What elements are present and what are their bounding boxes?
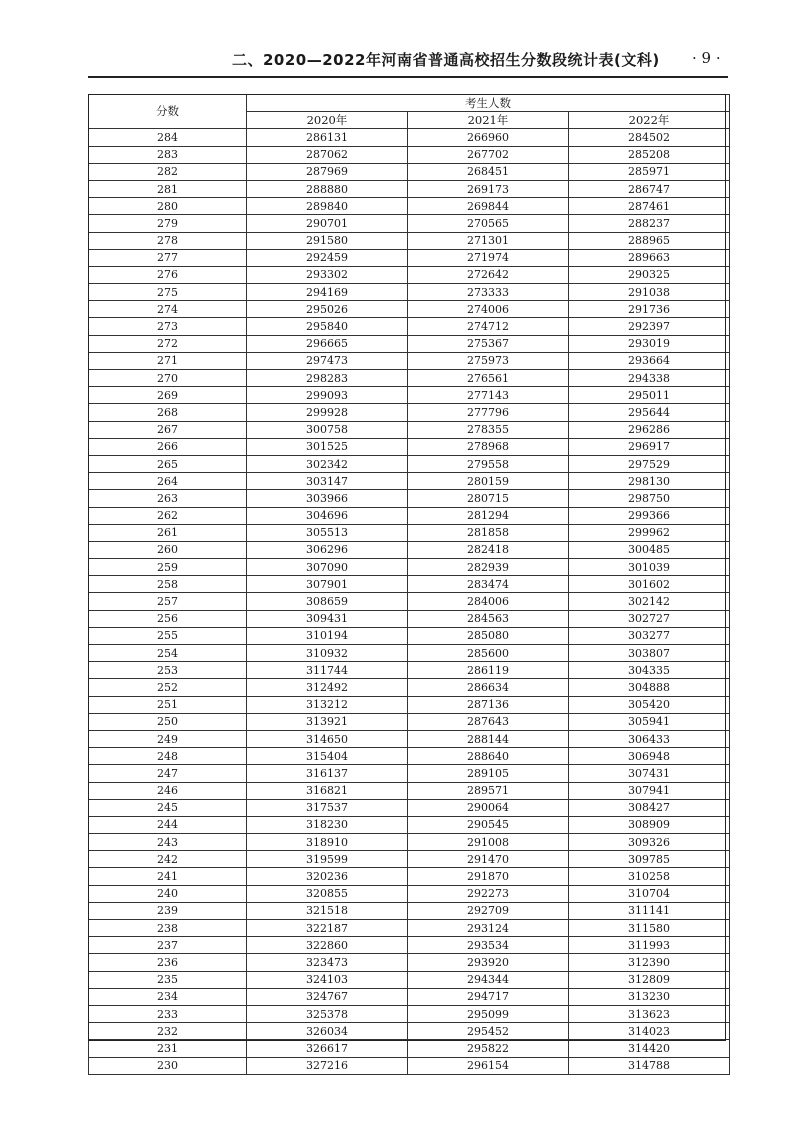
count-2021-cell: 293920 <box>408 954 569 971</box>
count-2022-cell: 293664 <box>569 352 730 369</box>
table-row <box>89 232 730 249</box>
score-cell: 239 <box>89 902 247 919</box>
table-row <box>89 404 730 421</box>
year-header-2020: 2020年 <box>247 112 408 129</box>
score-cell: 249 <box>89 730 247 747</box>
count-2020-cell: 293302 <box>247 266 408 283</box>
count-2022-cell: 305420 <box>569 696 730 713</box>
count-2022-cell: 304335 <box>569 662 730 679</box>
count-2021-cell: 272642 <box>408 266 569 283</box>
score-cell: 276 <box>89 266 247 283</box>
count-2022-cell: 303807 <box>569 645 730 662</box>
score-cell: 281 <box>89 180 247 197</box>
count-2021-cell: 277796 <box>408 404 569 421</box>
table-row <box>89 318 730 335</box>
score-cell: 266 <box>89 438 247 455</box>
count-2020-cell: 320855 <box>247 885 408 902</box>
score-cell: 284 <box>89 129 247 146</box>
count-2021-cell: 290545 <box>408 816 569 833</box>
score-cell: 279 <box>89 215 247 232</box>
score-cell: 233 <box>89 1005 247 1022</box>
table-row <box>89 559 730 576</box>
count-2022-cell: 309326 <box>569 834 730 851</box>
count-2020-cell: 316821 <box>247 782 408 799</box>
table-row <box>89 129 730 146</box>
score-cell: 245 <box>89 799 247 816</box>
score-cell: 272 <box>89 335 247 352</box>
count-2021-cell: 266960 <box>408 129 569 146</box>
table-row <box>89 816 730 833</box>
count-2021-cell: 280159 <box>408 473 569 490</box>
count-2020-cell: 286131 <box>247 129 408 146</box>
score-cell: 243 <box>89 834 247 851</box>
count-2021-cell: 277143 <box>408 387 569 404</box>
count-2021-cell: 291870 <box>408 868 569 885</box>
score-cell: 253 <box>89 662 247 679</box>
score-cell: 235 <box>89 971 247 988</box>
count-2020-cell: 321518 <box>247 902 408 919</box>
count-2020-cell: 319599 <box>247 851 408 868</box>
count-2020-cell: 300758 <box>247 421 408 438</box>
count-2022-cell: 314788 <box>569 1057 730 1074</box>
count-2022-cell: 311993 <box>569 937 730 954</box>
count-2021-cell: 284006 <box>408 593 569 610</box>
score-cell: 258 <box>89 576 247 593</box>
count-2022-cell: 297529 <box>569 455 730 472</box>
table-row <box>89 593 730 610</box>
count-2022-cell: 308427 <box>569 799 730 816</box>
score-cell: 256 <box>89 610 247 627</box>
count-2022-cell: 298750 <box>569 490 730 507</box>
count-2022-cell: 296286 <box>569 421 730 438</box>
table-row <box>89 885 730 902</box>
count-2020-cell: 313921 <box>247 713 408 730</box>
count-2020-cell: 324103 <box>247 971 408 988</box>
table-row <box>89 266 730 283</box>
table-row <box>89 455 730 472</box>
table-row <box>89 1040 730 1057</box>
count-2021-cell: 283474 <box>408 576 569 593</box>
score-cell: 260 <box>89 541 247 558</box>
table-row <box>89 541 730 558</box>
count-2020-cell: 290701 <box>247 215 408 232</box>
count-2020-cell: 294169 <box>247 284 408 301</box>
table-body <box>89 129 730 1074</box>
count-2021-cell: 285600 <box>408 645 569 662</box>
count-2022-cell: 307941 <box>569 782 730 799</box>
count-2021-cell: 284563 <box>408 610 569 627</box>
table-row <box>89 146 730 163</box>
score-cell: 261 <box>89 524 247 541</box>
count-2020-cell: 320236 <box>247 868 408 885</box>
count-2021-cell: 289105 <box>408 765 569 782</box>
count-2022-cell: 306433 <box>569 730 730 747</box>
page-title: 二、2020—2022年河南省普通高校招生分数段统计表(文科) <box>232 51 660 69</box>
count-2022-cell: 306948 <box>569 748 730 765</box>
score-cell: 262 <box>89 507 247 524</box>
count-2021-cell: 273333 <box>408 284 569 301</box>
count-2021-cell: 276561 <box>408 370 569 387</box>
score-cell: 247 <box>89 765 247 782</box>
year-header-2022: 2022年 <box>569 112 730 129</box>
table-row <box>89 662 730 679</box>
count-2021-cell: 294717 <box>408 988 569 1005</box>
count-2022-cell: 312390 <box>569 954 730 971</box>
count-2022-cell: 314023 <box>569 1023 730 1040</box>
score-cell: 242 <box>89 851 247 868</box>
count-2021-cell: 275973 <box>408 352 569 369</box>
count-2021-cell: 295452 <box>408 1023 569 1040</box>
count-2022-cell: 288237 <box>569 215 730 232</box>
table-row <box>89 421 730 438</box>
score-cell: 265 <box>89 455 247 472</box>
count-2020-cell: 287062 <box>247 146 408 163</box>
table-row <box>89 507 730 524</box>
count-2022-cell: 303277 <box>569 627 730 644</box>
count-2020-cell: 307901 <box>247 576 408 593</box>
count-2022-cell: 295644 <box>569 404 730 421</box>
count-2021-cell: 285080 <box>408 627 569 644</box>
table-row <box>89 971 730 988</box>
count-2022-cell: 302727 <box>569 610 730 627</box>
count-2020-cell: 317537 <box>247 799 408 816</box>
count-2022-cell: 288965 <box>569 232 730 249</box>
count-2021-cell: 288640 <box>408 748 569 765</box>
table-row <box>89 799 730 816</box>
count-2020-cell: 309431 <box>247 610 408 627</box>
count-2021-cell: 274006 <box>408 301 569 318</box>
table-row <box>89 335 730 352</box>
table-row <box>89 438 730 455</box>
table-row <box>89 352 730 369</box>
count-2022-cell: 284502 <box>569 129 730 146</box>
score-cell: 230 <box>89 1057 247 1074</box>
count-2020-cell: 312492 <box>247 679 408 696</box>
count-2020-cell: 287969 <box>247 163 408 180</box>
count-2022-cell: 294338 <box>569 370 730 387</box>
table-row <box>89 610 730 627</box>
count-2021-cell: 296154 <box>408 1057 569 1074</box>
score-cell: 269 <box>89 387 247 404</box>
table-row <box>89 834 730 851</box>
table-row <box>89 387 730 404</box>
table-row <box>89 645 730 662</box>
table-row <box>89 627 730 644</box>
score-cell: 248 <box>89 748 247 765</box>
count-2021-cell: 274712 <box>408 318 569 335</box>
count-2022-cell: 286747 <box>569 180 730 197</box>
count-2021-cell: 295822 <box>408 1040 569 1057</box>
table-row <box>89 713 730 730</box>
score-cell: 232 <box>89 1023 247 1040</box>
score-cell: 240 <box>89 885 247 902</box>
table-row <box>89 215 730 232</box>
table-row <box>89 473 730 490</box>
count-2020-cell: 303147 <box>247 473 408 490</box>
count-2021-cell: 292273 <box>408 885 569 902</box>
header-rule <box>88 76 728 78</box>
score-cell: 250 <box>89 713 247 730</box>
count-2021-cell: 293124 <box>408 920 569 937</box>
count-2020-cell: 313212 <box>247 696 408 713</box>
table-row <box>89 370 730 387</box>
score-cell: 282 <box>89 163 247 180</box>
count-2020-cell: 298283 <box>247 370 408 387</box>
score-cell: 237 <box>89 937 247 954</box>
table-row <box>89 490 730 507</box>
count-2022-cell: 314420 <box>569 1040 730 1057</box>
count-2021-cell: 293534 <box>408 937 569 954</box>
count-2020-cell: 303966 <box>247 490 408 507</box>
count-2020-cell: 325378 <box>247 1005 408 1022</box>
table-row <box>89 249 730 266</box>
count-2020-cell: 326034 <box>247 1023 408 1040</box>
count-2021-cell: 294344 <box>408 971 569 988</box>
count-2022-cell: 285971 <box>569 163 730 180</box>
count-2022-cell: 299366 <box>569 507 730 524</box>
count-2021-cell: 286119 <box>408 662 569 679</box>
count-2021-cell: 287136 <box>408 696 569 713</box>
count-2020-cell: 297473 <box>247 352 408 369</box>
count-2022-cell: 285208 <box>569 146 730 163</box>
count-2022-cell: 295011 <box>569 387 730 404</box>
count-2022-cell: 299962 <box>569 524 730 541</box>
count-2022-cell: 307431 <box>569 765 730 782</box>
table-row <box>89 988 730 1005</box>
count-2022-cell: 301602 <box>569 576 730 593</box>
count-2022-cell: 312809 <box>569 971 730 988</box>
count-2022-cell: 304888 <box>569 679 730 696</box>
count-2020-cell: 301525 <box>247 438 408 455</box>
count-2020-cell: 310194 <box>247 627 408 644</box>
count-2021-cell: 278968 <box>408 438 569 455</box>
table-row <box>89 180 730 197</box>
count-2022-cell: 313623 <box>569 1005 730 1022</box>
count-2021-cell: 281294 <box>408 507 569 524</box>
table-row <box>89 782 730 799</box>
count-2020-cell: 322187 <box>247 920 408 937</box>
table-row <box>89 1005 730 1022</box>
score-cell: 244 <box>89 816 247 833</box>
table-row <box>89 937 730 954</box>
count-2020-cell: 292459 <box>247 249 408 266</box>
count-2022-cell: 298130 <box>569 473 730 490</box>
table-row <box>89 284 730 301</box>
count-2020-cell: 327216 <box>247 1057 408 1074</box>
count-2021-cell: 281858 <box>408 524 569 541</box>
count-2022-cell: 287461 <box>569 198 730 215</box>
score-cell: 268 <box>89 404 247 421</box>
score-cell: 254 <box>89 645 247 662</box>
count-2020-cell: 295026 <box>247 301 408 318</box>
table-row <box>89 954 730 971</box>
count-2021-cell: 268451 <box>408 163 569 180</box>
count-2020-cell: 311744 <box>247 662 408 679</box>
score-cell: 251 <box>89 696 247 713</box>
score-cell: 271 <box>89 352 247 369</box>
table-row <box>89 1057 730 1074</box>
count-2022-cell: 290325 <box>569 266 730 283</box>
count-2020-cell: 322860 <box>247 937 408 954</box>
count-2022-cell: 296917 <box>569 438 730 455</box>
score-cell: 231 <box>89 1040 247 1057</box>
count-2021-cell: 292709 <box>408 902 569 919</box>
count-2021-cell: 291470 <box>408 851 569 868</box>
count-2020-cell: 305513 <box>247 524 408 541</box>
score-cell: 270 <box>89 370 247 387</box>
count-2021-cell: 291008 <box>408 834 569 851</box>
count-2021-cell: 278355 <box>408 421 569 438</box>
count-2022-cell: 302142 <box>569 593 730 610</box>
score-distribution-table <box>88 94 730 1075</box>
count-2021-cell: 269173 <box>408 180 569 197</box>
score-cell: 236 <box>89 954 247 971</box>
page-number: · 9 · <box>692 49 721 67</box>
count-2020-cell: 318230 <box>247 816 408 833</box>
count-2021-cell: 287643 <box>408 713 569 730</box>
count-2020-cell: 315404 <box>247 748 408 765</box>
score-cell: 252 <box>89 679 247 696</box>
count-2020-cell: 307090 <box>247 559 408 576</box>
count-2022-cell: 301039 <box>569 559 730 576</box>
count-2020-cell: 316137 <box>247 765 408 782</box>
score-column-header: 分数 <box>89 95 247 129</box>
table-row <box>89 198 730 215</box>
score-cell: 273 <box>89 318 247 335</box>
count-2022-cell: 310704 <box>569 885 730 902</box>
count-2020-cell: 314650 <box>247 730 408 747</box>
score-cell: 280 <box>89 198 247 215</box>
count-2021-cell: 280715 <box>408 490 569 507</box>
table-row <box>89 748 730 765</box>
count-2021-cell: 271301 <box>408 232 569 249</box>
count-2022-cell: 289663 <box>569 249 730 266</box>
count-2021-cell: 269844 <box>408 198 569 215</box>
count-2020-cell: 299928 <box>247 404 408 421</box>
count-2022-cell: 308909 <box>569 816 730 833</box>
score-cell: 241 <box>89 868 247 885</box>
count-2020-cell: 308659 <box>247 593 408 610</box>
count-2021-cell: 279558 <box>408 455 569 472</box>
count-2021-cell: 270565 <box>408 215 569 232</box>
candidates-group-header: 考生人数 <box>247 95 730 112</box>
score-cell: 275 <box>89 284 247 301</box>
table-row <box>89 696 730 713</box>
score-cell: 255 <box>89 627 247 644</box>
count-2022-cell: 305941 <box>569 713 730 730</box>
year-header-2021: 2021年 <box>408 112 569 129</box>
score-cell: 238 <box>89 920 247 937</box>
count-2021-cell: 282939 <box>408 559 569 576</box>
table-row <box>89 524 730 541</box>
count-2022-cell: 291736 <box>569 301 730 318</box>
count-2021-cell: 295099 <box>408 1005 569 1022</box>
table-row <box>89 851 730 868</box>
score-cell: 278 <box>89 232 247 249</box>
count-2020-cell: 291580 <box>247 232 408 249</box>
table-row <box>89 868 730 885</box>
table-row <box>89 1023 730 1040</box>
count-2022-cell: 313230 <box>569 988 730 1005</box>
count-2021-cell: 275367 <box>408 335 569 352</box>
count-2021-cell: 271974 <box>408 249 569 266</box>
table-row <box>89 301 730 318</box>
score-cell: 277 <box>89 249 247 266</box>
count-2022-cell: 292397 <box>569 318 730 335</box>
count-2020-cell: 310932 <box>247 645 408 662</box>
count-2022-cell: 311580 <box>569 920 730 937</box>
count-2020-cell: 306296 <box>247 541 408 558</box>
score-cell: 264 <box>89 473 247 490</box>
count-2022-cell: 300485 <box>569 541 730 558</box>
count-2020-cell: 299093 <box>247 387 408 404</box>
count-2022-cell: 309785 <box>569 851 730 868</box>
count-2020-cell: 318910 <box>247 834 408 851</box>
count-2020-cell: 326617 <box>247 1040 408 1057</box>
count-2021-cell: 267702 <box>408 146 569 163</box>
table-row <box>89 730 730 747</box>
table-row <box>89 576 730 593</box>
count-2021-cell: 288144 <box>408 730 569 747</box>
table-row <box>89 902 730 919</box>
score-cell: 283 <box>89 146 247 163</box>
count-2021-cell: 286634 <box>408 679 569 696</box>
count-2020-cell: 304696 <box>247 507 408 524</box>
table-row <box>89 163 730 180</box>
score-cell: 263 <box>89 490 247 507</box>
count-2022-cell: 311141 <box>569 902 730 919</box>
count-2021-cell: 282418 <box>408 541 569 558</box>
count-2022-cell: 310258 <box>569 868 730 885</box>
count-2020-cell: 323473 <box>247 954 408 971</box>
table-row <box>89 920 730 937</box>
score-cell: 274 <box>89 301 247 318</box>
count-2020-cell: 295840 <box>247 318 408 335</box>
count-2022-cell: 293019 <box>569 335 730 352</box>
count-2020-cell: 289840 <box>247 198 408 215</box>
score-cell: 259 <box>89 559 247 576</box>
count-2020-cell: 324767 <box>247 988 408 1005</box>
score-cell: 234 <box>89 988 247 1005</box>
table-row <box>89 679 730 696</box>
count-2021-cell: 290064 <box>408 799 569 816</box>
score-cell: 267 <box>89 421 247 438</box>
count-2020-cell: 288880 <box>247 180 408 197</box>
score-cell: 246 <box>89 782 247 799</box>
count-2021-cell: 289571 <box>408 782 569 799</box>
score-cell: 257 <box>89 593 247 610</box>
count-2022-cell: 291038 <box>569 284 730 301</box>
count-2020-cell: 302342 <box>247 455 408 472</box>
table-row <box>89 765 730 782</box>
count-2020-cell: 296665 <box>247 335 408 352</box>
